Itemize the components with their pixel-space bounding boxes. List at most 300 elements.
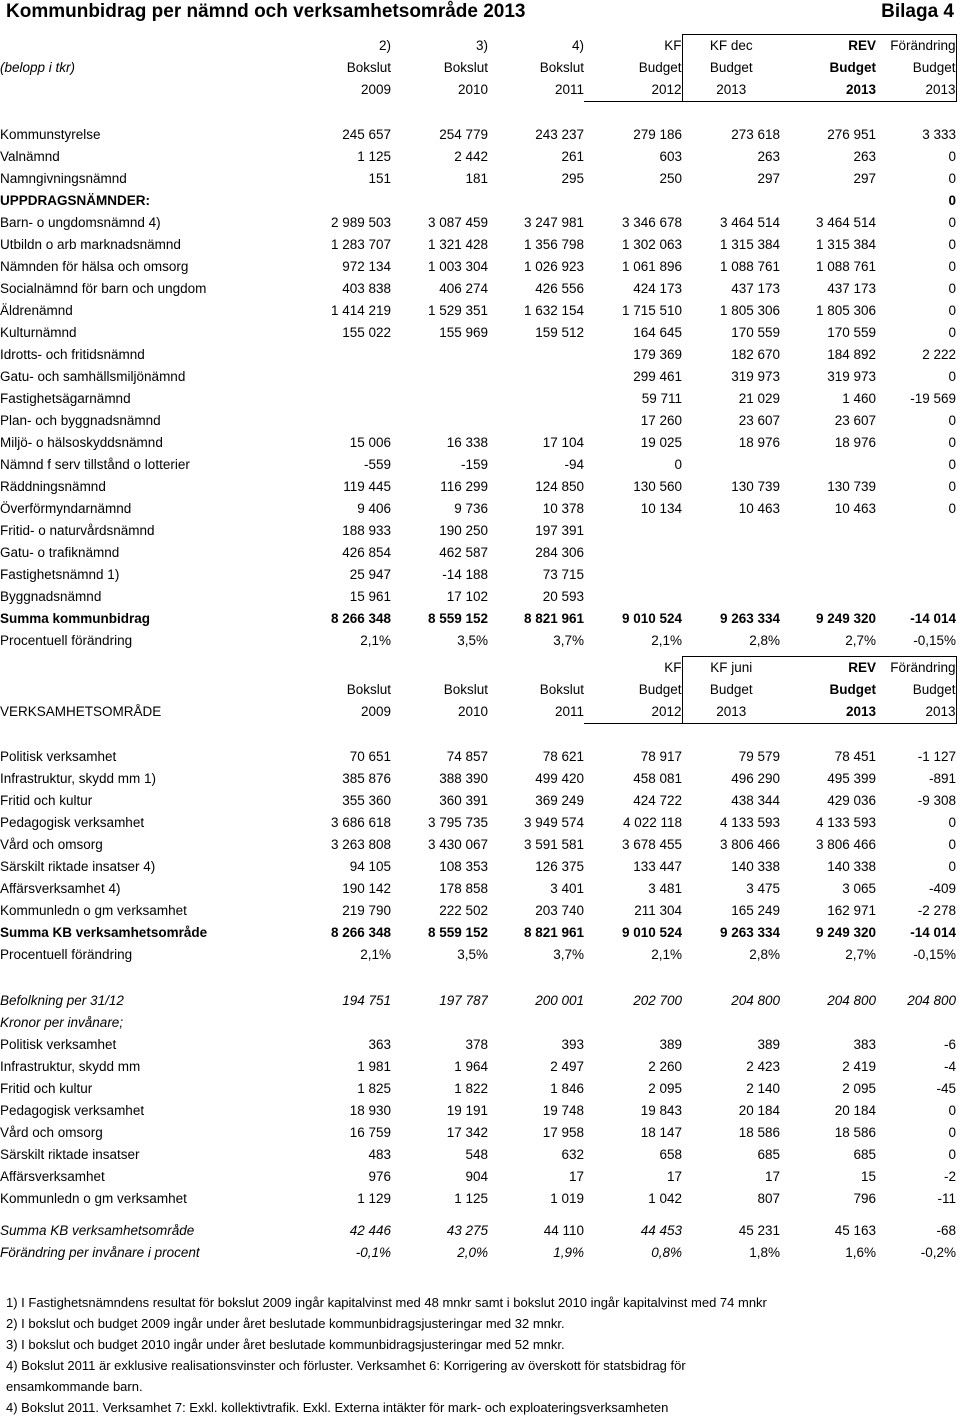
row-label: Valnämnd [0,149,60,164]
row-label: Särskilt riktade insatser [0,1147,140,1162]
cell-col-4: 3 346 678 [621,215,682,230]
cell-col-1: 194 751 [342,993,391,1008]
cell-col-7: -68 [936,1223,956,1238]
cell-col-5: 3 475 [746,881,780,896]
cell-col-5: 389 [757,1037,780,1052]
verksamhet-table [0,656,957,966]
cell-col-2: 388 390 [439,771,488,786]
cell-col-2: 378 [465,1037,488,1052]
cell-col-7: -6 [943,1037,956,1052]
cell-col-4: 2012 [584,701,682,724]
row-label: Utbildn o arb marknadsnämnd [0,237,181,252]
table-row [0,564,956,586]
table-row [0,454,956,476]
cell-col-6: 2013 [780,79,876,102]
cell-col-3: 78 621 [542,749,584,764]
cell-col-2: 19 191 [446,1103,488,1118]
row-label: Plan- och byggnadsnämnd [0,413,161,428]
cell-col-1: 42 446 [349,1223,391,1238]
cell-col-5 [682,520,780,542]
table-row [0,768,956,790]
cell-col-7 [876,520,956,542]
cell-col-3: 2011 [554,704,584,720]
cell-col-5 [682,564,780,586]
cell-col-7: 0 [948,171,956,186]
header-row [0,701,956,724]
row-label: Idrotts- och fritidsnämnd [0,347,145,362]
cell-col-6: 10 463 [834,501,876,516]
cell-col-7: 0 [948,281,956,296]
cell-col-4: 130 560 [633,479,682,494]
cell-col-2 [391,366,488,388]
cell-col-5 [682,190,780,212]
table-row [0,922,956,944]
cell-col-2: 1 529 351 [427,303,488,318]
cell-col-2: 17 342 [446,1125,488,1140]
row-label: Byggnadsnämnd [0,589,102,604]
cell-col-6: 162 971 [827,903,876,918]
table-row [0,300,956,322]
cell-col-7: Förändring [876,35,956,58]
cell-col-3: 3 401 [550,881,584,896]
row-label: Summa KB verksamhetsområde [0,925,208,940]
cell-col-2: 904 [465,1169,488,1184]
cell-col-4: 2,1% [651,633,682,648]
cell-col-1: 2,1% [360,633,391,648]
cell-col-4: Budget [584,57,682,79]
footnote-5: 4) Bokslut 2011. Verksamhet 7: Exkl. kollektivtrafik. Exkl. Externa intäkter för mark- och exploateringsverksamheten [6,1400,669,1415]
cell-col-4: 0 [674,457,682,472]
cell-col-2: 9 736 [454,501,488,516]
row-label [0,679,292,701]
cell-col-3: 126 375 [535,859,584,874]
cell-col-6 [780,1012,876,1034]
cell-col-4: 458 081 [633,771,682,786]
row-label: Procentuell förändring [0,633,133,648]
row-label: Pedagogisk verksamhet [0,1103,145,1118]
cell-col-4: 18 147 [640,1125,682,1140]
cell-col-2: 548 [465,1147,488,1162]
table-row [0,366,956,388]
cell-col-5: 2 140 [746,1081,780,1096]
cell-col-5: 182 670 [731,347,780,362]
cell-col-2: 3) [475,37,488,53]
cell-col-7: -14 014 [910,925,956,940]
table-row [0,322,956,344]
cell-col-5 [682,586,780,608]
cell-col-1: 9 406 [357,501,391,516]
row-label: Särskilt riktade insatser 4) [0,859,156,874]
cell-col-3: 3 949 574 [523,815,584,830]
row-label: Summa KB verksamhetsområde [0,1223,195,1238]
cell-col-6: 18 976 [834,435,876,450]
cell-col-5: 2013 [682,79,780,102]
cell-col-1: 3 263 808 [330,837,391,852]
table-row [0,168,956,190]
row-label: Överförmyndarnämnd [0,501,132,516]
cell-col-6: 23 607 [834,413,876,428]
cell-col-1: 2009 [360,704,391,720]
table-row [0,1078,956,1100]
cell-col-1: 972 134 [342,259,391,274]
cell-col-5: 18 976 [738,435,780,450]
cell-col-6: 2013 [780,701,876,724]
cell-col-7: 0 [948,1147,956,1162]
cell-col-4: 1 302 063 [621,237,682,252]
cell-col-6: REV [780,35,876,58]
cell-col-6: 1 805 306 [815,303,876,318]
cell-col-7: 0 [948,369,956,384]
cell-col-4: 78 917 [640,749,682,764]
cell-col-3: 2011 [554,82,584,98]
table-row [0,630,956,652]
cell-col-7: 0 [948,259,956,274]
cell-col-3 [488,388,584,410]
cell-col-1: 1 129 [357,1191,391,1206]
cell-col-1: 2) [378,37,391,53]
cell-col-3: 1,9% [553,1245,584,1260]
cell-col-5: 1 315 384 [719,237,780,252]
table-row [0,1012,956,1034]
table-row [0,146,956,168]
cell-col-2 [391,410,488,432]
cell-col-2: 2010 [457,82,488,98]
cell-col-7: 0 [948,1125,956,1140]
cell-col-1: 8 266 348 [330,611,391,626]
cell-col-1: 363 [368,1037,391,1052]
cell-col-1: 2 989 503 [330,215,391,230]
cell-col-5 [682,454,780,476]
cell-col-4: 2012 [584,79,682,102]
cell-col-1: 15 006 [349,435,391,450]
cell-col-4: 4 022 118 [622,815,682,830]
befolkning-table [0,990,956,1210]
cell-col-3: 1 846 [550,1081,584,1096]
cell-col-6 [780,190,876,212]
cell-col-1: 245 657 [342,127,391,142]
table-row [0,812,956,834]
row-label: Miljö- o hälsoskyddsnämnd [0,435,163,450]
cell-col-3: 2 497 [550,1059,584,1074]
cell-col-5 [682,542,780,564]
row-label [0,657,292,680]
cell-col-2: 181 [465,171,488,186]
table-row [0,124,956,146]
cell-col-2: -159 [460,457,488,472]
footnote-4-cont: ensamkommande barn. [6,1379,143,1394]
cell-col-1: 190 142 [342,881,391,896]
header-row [0,679,956,701]
cell-col-6: 20 184 [834,1103,876,1118]
footnote-3: 3) I bokslut och budget 2010 ingår under året beslutade kommunbidragsjusteringar med 52 mnkr. [6,1337,565,1352]
row-label: Förändring per invånare i procent [0,1245,200,1260]
cell-col-7: Förändring [876,657,956,680]
cell-col-1: 976 [368,1169,391,1184]
cell-col-7: Budget [876,679,956,701]
cell-col-2: 3 795 735 [427,815,488,830]
cell-col-1: 483 [368,1147,391,1162]
cell-col-7: 0 [948,215,956,230]
cell-col-2: 2010 [457,704,488,720]
cell-col-6: REV [780,657,876,680]
cell-col-5: 297 [757,171,780,186]
cell-col-1: 8 266 348 [330,925,391,940]
footnote-1: 1) I Fastighetsnämndens resultat för bokslut 2009 ingår kapitalvinst med 48 mnkr samt i bokslut 2010 ingår kapitalvinst med 74 mnkr [6,1295,767,1310]
row-label: Vård och omsorg [0,837,103,852]
cell-col-7: -409 [928,881,956,896]
table-row [0,790,956,812]
row-label: Fritid- o naturvårdsnämnd [0,523,155,538]
cell-col-5: 2,8% [749,633,780,648]
cell-col-7: 2 222 [922,347,956,362]
cell-col-7: 0 [948,435,956,450]
cell-col-4: 179 369 [633,347,682,362]
cell-col-6: 276 951 [827,127,876,142]
cell-col-2: 16 338 [446,435,488,450]
cell-col-6: 9 249 320 [815,611,876,626]
cell-col-5: 3 464 514 [719,215,780,230]
cell-col-3 [488,657,584,680]
row-label: Politisk verksamhet [0,1037,117,1052]
row-label: Pedagogisk verksamhet [0,815,145,830]
cell-col-4 [584,520,682,542]
cell-col-4: 424 722 [633,793,682,808]
cell-col-3: Bokslut [539,60,584,75]
cell-col-4: 17 [666,1169,682,1184]
row-label: Fastighetsägarnämnd [0,391,131,406]
row-label: Procentuell förändring [0,947,133,962]
cell-col-1: 151 [368,171,391,186]
cell-col-4: 2,1% [651,947,682,962]
cell-col-7: -1 127 [917,749,956,764]
cell-col-5: 685 [757,1147,780,1162]
cell-col-7: 0 [948,193,956,208]
cell-col-5: 1,8% [749,1245,780,1260]
cell-col-2: 3 087 459 [427,215,488,230]
cell-col-2: 190 250 [439,523,488,538]
table-row [0,234,956,256]
cell-col-3: 284 306 [535,545,584,560]
cell-col-6 [780,564,876,586]
table-row [0,586,956,608]
cell-col-7: 0 [948,837,956,852]
cell-col-6: 4 133 593 [815,815,876,830]
cell-col-3: 393 [561,1037,584,1052]
page-header [6,0,954,26]
table-row [0,1056,956,1078]
cell-col-2: 17 102 [446,589,488,604]
header-row [0,35,956,58]
header-row [0,57,956,79]
cell-col-3: 8 821 961 [523,611,584,626]
row-label: Äldrenämnd [0,303,73,318]
cell-col-7: 0 [948,501,956,516]
cell-col-4 [584,586,682,608]
cell-col-4: 211 304 [634,903,682,918]
cell-col-6: 1,6% [845,1245,876,1260]
cell-col-5: 273 618 [731,127,780,142]
cell-col-5: 20 184 [738,1103,780,1118]
cell-col-5: 496 290 [731,771,780,786]
cell-col-4: 2 260 [648,1059,682,1074]
cell-col-6: 429 036 [827,793,876,808]
cell-col-6: 319 973 [827,369,876,384]
cell-col-7: -0,15% [913,947,956,962]
cell-col-4 [584,1012,682,1034]
cell-col-3: 200 001 [535,993,584,1008]
cell-col-7: -45 [936,1081,956,1096]
cell-col-5 [682,1012,780,1034]
cell-col-2: 1 125 [454,1191,488,1206]
row-label: Räddningsnämnd [0,479,106,494]
cell-col-1: Bokslut [346,682,391,697]
table-row [0,542,956,564]
cell-col-3: -94 [564,457,584,472]
cell-col-1: 1 283 707 [330,237,391,252]
cell-col-4: Budget [584,679,682,701]
cell-col-1 [292,344,391,366]
row-label: Kommunstyrelse [0,127,101,142]
cell-col-3: 3 247 981 [523,215,584,230]
row-label: Politisk verksamhet [0,749,117,764]
row-label: Socialnämnd för barn och ungdom [0,281,207,296]
cell-col-4: 10 134 [640,501,682,516]
appendix-label: Bilaga 4 [881,1,954,22]
cell-col-6: 2 095 [842,1081,876,1096]
cell-col-5: 2013 [682,701,780,724]
cell-col-2: 406 274 [439,281,488,296]
cell-col-2: 197 787 [439,993,488,1008]
cell-col-2: 1 822 [454,1081,488,1096]
cell-col-4: 202 700 [633,993,682,1008]
table-row [0,944,956,966]
cell-col-6: 2,7% [845,947,876,962]
cell-col-4: KF [584,35,682,58]
cell-col-7 [876,586,956,608]
cell-col-7 [876,1012,956,1034]
cell-col-1: 355 360 [342,793,391,808]
cell-col-1 [292,657,391,680]
row-label: Summa kommunbidrag [0,611,151,626]
cell-col-6 [780,586,876,608]
cell-col-1: 426 854 [342,545,391,560]
cell-col-4: 1 715 510 [621,303,682,318]
table-row [0,900,956,922]
cell-col-6: 2,7% [845,633,876,648]
cell-col-4: 19 025 [640,435,682,450]
cell-col-7: -891 [928,771,956,786]
cell-col-1: 155 022 [342,325,391,340]
cell-col-1: 188 933 [342,523,391,538]
cell-col-5: 4 133 593 [719,815,780,830]
cell-col-3: 17 958 [542,1125,584,1140]
cell-col-4: 59 711 [641,391,682,406]
table-row [0,498,956,520]
cell-col-4: 424 173 [633,281,682,296]
cell-col-2: 462 587 [439,545,488,560]
table-row [0,476,956,498]
cell-col-1 [292,1012,391,1034]
row-label: Infrastruktur, skydd mm [0,1059,141,1074]
cell-col-3: 20 593 [542,589,584,604]
table-row [0,278,956,300]
cell-col-3: 1 632 154 [523,303,584,318]
cell-col-2 [391,1012,488,1034]
row-label [0,79,292,102]
row-label: Befolkning per 31/12 [0,993,124,1008]
cell-col-3: 17 104 [542,435,584,450]
cell-col-5: 130 739 [731,479,780,494]
cell-col-7: 0 [948,413,956,428]
cell-col-3: Bokslut [539,682,584,697]
cell-col-4: 133 447 [633,859,682,874]
row-label: Affärsverksamhet [0,1169,105,1184]
row-label: Infrastruktur, skydd mm 1) [0,771,157,786]
row-label: Fastighetsnämnd 1) [0,567,120,582]
cell-col-7: 0 [948,149,956,164]
cell-col-2: 3 430 067 [427,837,488,852]
cell-col-7: -11 [937,1191,956,1206]
cell-col-5: 170 559 [731,325,780,340]
row-label: Gatu- och samhällsmiljönämnd [0,369,186,384]
cell-col-7: -4 [943,1059,956,1074]
cell-col-5: 1 088 761 [719,259,780,274]
table-row [0,990,956,1012]
table-row [0,834,956,856]
cell-col-6 [780,520,876,542]
cell-col-4: 3 678 455 [621,837,682,852]
cell-col-1: -559 [363,457,391,472]
cell-col-6: 3 806 466 [815,837,876,852]
cell-col-7: 0 [948,237,956,252]
cell-col-2: 43 275 [446,1223,488,1238]
cell-col-1: 1 981 [357,1059,391,1074]
cell-col-5: 9 263 334 [719,611,780,626]
cell-col-3: 369 249 [535,793,584,808]
cell-col-1: 403 838 [342,281,391,296]
cell-col-3: 4) [571,37,584,53]
cell-col-3: 197 391 [535,523,584,538]
cell-col-4: 658 [659,1147,682,1162]
cell-col-5: 2 423 [746,1059,780,1074]
cell-col-5: 79 579 [738,749,780,764]
cell-col-4 [584,542,682,564]
cell-col-2: 360 391 [439,793,488,808]
cell-col-5: 21 029 [738,391,780,406]
cell-col-5: 438 344 [731,793,780,808]
cell-col-6: 263 [853,149,876,164]
cell-col-6: 18 586 [834,1125,876,1140]
cell-col-3: 124 850 [535,479,584,494]
cell-col-6: 184 892 [827,347,876,362]
cell-col-2: 1 003 304 [427,259,488,274]
cell-col-2: 2 442 [454,149,488,164]
cell-col-4: 1 042 [648,1191,682,1206]
cell-col-4: 9 010 524 [621,611,682,626]
cell-col-2 [391,190,488,212]
cell-col-3: 1 019 [550,1191,584,1206]
table-row [0,190,956,212]
cell-col-2: 155 969 [439,325,488,340]
cell-col-4: 250 [659,171,682,186]
cell-col-7: 2013 [876,701,956,724]
cell-col-6: 9 249 320 [815,925,876,940]
cell-col-1 [292,388,391,410]
cell-col-3: 44 110 [543,1223,584,1238]
cell-col-2: 1 321 428 [427,237,488,252]
footnote-4: 4) Bokslut 2011 är exklusive realisationsvinster och förluster. Verksamhet 6: Korrigering av överskott för statsbidrag för [6,1358,686,1373]
table-row [0,1100,956,1122]
